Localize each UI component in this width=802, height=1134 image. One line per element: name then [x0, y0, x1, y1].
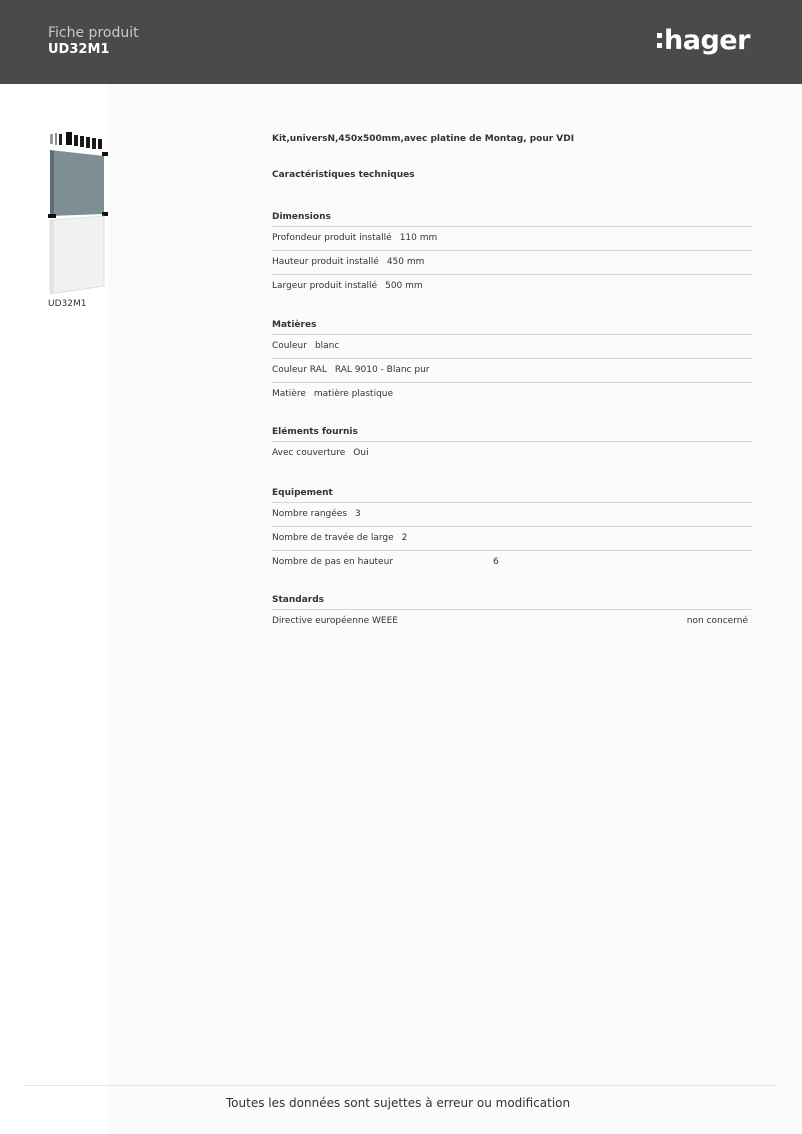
header-label: Fiche produit: [48, 25, 139, 41]
section-supplied: [272, 423, 752, 465]
spec-label: Avec couverture: [272, 448, 346, 458]
spec-value: 3: [355, 509, 361, 519]
section-standards: [272, 591, 752, 633]
spec-value: 110 mm: [399, 233, 438, 243]
spec-value: Oui: [353, 448, 369, 458]
spec-row: [272, 251, 752, 275]
spec-row: [272, 359, 752, 383]
spec-row: [272, 610, 752, 633]
product-title: Kit,universN,450x500mm,avec platine de Montag, pour VDI: [272, 134, 575, 144]
spec-value: 500 mm: [385, 281, 423, 291]
spec-label: Hauteur produit installé: [272, 257, 379, 267]
spec-label: Directive européenne WEEE: [272, 616, 398, 626]
section-title: Dimensions: [272, 208, 752, 227]
spec-label: Largeur produit installé: [272, 281, 378, 291]
spec-value: 6: [493, 557, 499, 567]
spec-label: Nombre de pas en hauteur: [272, 557, 394, 567]
header-product-code: UD32M1: [48, 42, 110, 57]
section-materials: [272, 316, 752, 406]
page-header: [0, 0, 802, 84]
product-caption: UD32M1: [48, 299, 87, 309]
spec-label: Couleur RAL: [272, 365, 327, 375]
section-title: Eléments fournis: [272, 423, 752, 442]
spec-value: 2: [401, 533, 408, 543]
spec-label: Nombre rangées: [272, 509, 348, 519]
section-equipment: [272, 484, 752, 574]
spec-row: [272, 527, 752, 551]
spec-row: [272, 383, 752, 406]
spec-value: blanc: [314, 341, 340, 351]
section-dimensions: [272, 208, 752, 298]
spec-row: [272, 442, 752, 465]
cover-icon: [50, 216, 104, 294]
spec-row: [272, 227, 752, 251]
spec-value: 450 mm: [386, 257, 425, 267]
spec-value: non concerné: [686, 616, 748, 626]
hager-logo: [657, 22, 750, 58]
footer-divider: [24, 1085, 776, 1086]
spec-label: Nombre de travée de large: [272, 533, 394, 543]
spec-row: [272, 503, 752, 527]
spec-row: [272, 551, 752, 574]
accessories-icon: [50, 132, 102, 149]
mounting-plate-icon: [48, 150, 108, 218]
section-title: Matières: [272, 316, 752, 335]
spec-value: RAL 9010 - Blanc pur: [334, 365, 430, 375]
spec-row: [272, 275, 752, 298]
footer-disclaimer: Toutes les données sont sujettes à erreur ou modification: [225, 1096, 571, 1110]
hager-logo-colon-icon: [657, 33, 662, 48]
specs-heading: Caractéristiques techniques: [272, 170, 415, 180]
spec-value: matière plastique: [313, 389, 394, 399]
hager-logo-text: hager: [664, 24, 750, 56]
product-image: [46, 130, 108, 298]
spec-label: Profondeur produit installé: [272, 233, 392, 243]
spec-label: Matière: [272, 389, 306, 399]
spec-row: [272, 335, 752, 359]
section-title: Equipement: [272, 484, 752, 503]
spec-label: Couleur: [272, 341, 307, 351]
section-title: Standards: [272, 591, 752, 610]
